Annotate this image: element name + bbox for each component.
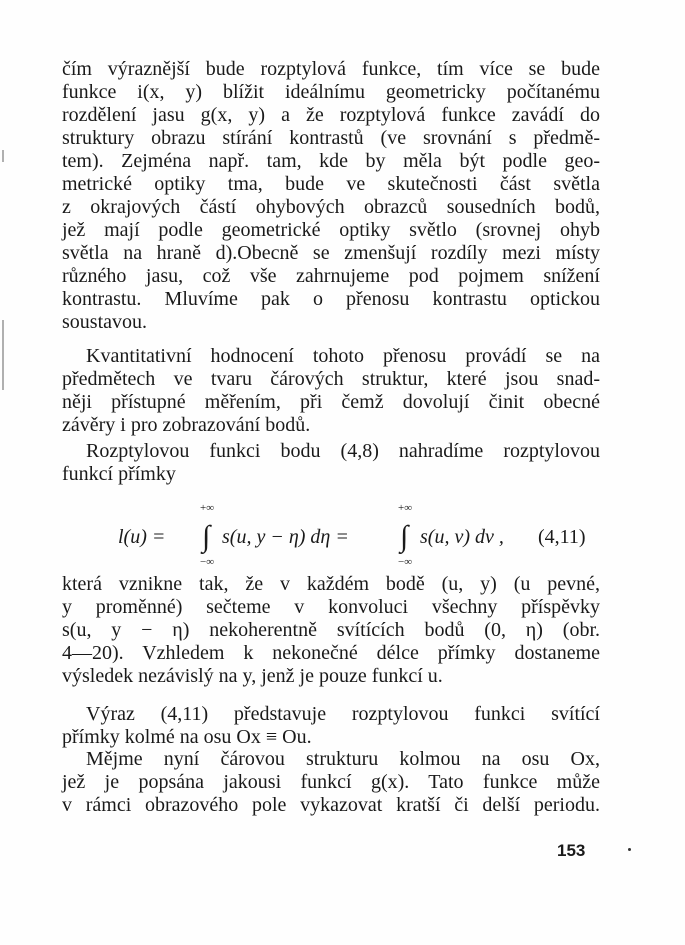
paragraph-6 — [62, 748, 600, 817]
integral-sign: ∫ — [400, 520, 409, 553]
integral-sign: ∫ — [202, 520, 211, 553]
text-line: výsledek nezávislý na y, jenž je pouze funkcí u. — [62, 665, 443, 687]
text-line: metrické optiky tma, bude ve skutečnosti část světla — [62, 173, 600, 195]
paragraph-2 — [62, 345, 600, 437]
text-line: předmětech ve tvaru čárových struktur, které jsou snad- — [62, 368, 600, 390]
scan-edge-mark-left-lower — [2, 320, 4, 390]
text-line: v rámci obrazového pole vykazovat kratší či delší periodu. — [62, 794, 600, 816]
scan-edge-mark-left — [2, 150, 4, 162]
paragraph-1 — [62, 58, 600, 334]
text-line: jež mají podle geometrické optiky světlo (srovnej ohyb — [62, 219, 600, 241]
text-line: Mějme nyní čárovou strukturu kolmou na osu Ox, — [86, 748, 600, 770]
integral-lower-limit: −∞ — [200, 556, 215, 568]
text-line: světla na hraně d).Obecně se zmenšují rozdíly mezi místy — [62, 242, 600, 264]
equation-integrand-2: s(u, v) dv , — [420, 526, 504, 548]
text-line: soustavou. — [62, 311, 147, 333]
text-line: z okrajových částí ohybových obrazců sousedních bodů, — [62, 196, 600, 218]
text-line: přímky kolmé na osu Ox ≡ Ou. — [62, 726, 312, 748]
integral-lower-limit: −∞ — [398, 556, 413, 568]
text-line: funkce i(x, y) blížit ideálnímu geometricky počítanému — [62, 81, 600, 103]
paragraph-3 — [62, 440, 600, 486]
text-line: něji přístupné měřením, při čemž dovolují činit obecné — [62, 391, 600, 413]
equation-4-11 — [62, 500, 600, 570]
scan-dot-mark — [628, 848, 631, 851]
text-line: s(u, y − η) nekoherentně svítících bodů (0, η) (obr. — [62, 619, 600, 641]
text-line: Kvantitativní hodnocení tohoto přenosu provádí se na — [86, 345, 600, 367]
integral-upper-limit: +∞ — [398, 502, 413, 514]
equation-number: (4,11) — [538, 526, 586, 548]
text-line: různého jasu, což vše zahrnujeme pod pojmem snížení — [62, 265, 600, 287]
text-line: funkcí přímky — [62, 463, 176, 485]
text-line: kontrastu. Mluvíme pak o přenosu kontrastu optickou — [62, 288, 600, 310]
text-line: y proměnné) sečteme v konvoluci všechny příspěvky — [62, 596, 600, 618]
text-line: čím výraznější bude rozptylová funkce, tím více se bude — [62, 58, 600, 80]
text-line: Výraz (4,11) představuje rozptylovou funkci svítící — [86, 703, 600, 725]
text-line: závěry i pro zobrazování bodů. — [62, 414, 311, 436]
text-line: Rozptylovou funkci bodu (4,8) nahradíme rozptylovou — [86, 440, 600, 462]
paragraph-5 — [62, 703, 600, 749]
text-line: tem). Zejména např. tam, kde by měla být podle geo- — [62, 150, 600, 172]
paragraph-4 — [62, 573, 600, 688]
page-number: 153 — [557, 841, 586, 860]
text-line: která vznikne tak, že v každém bodě (u, y) (u pevné, — [62, 573, 600, 595]
text-line: rozdělení jasu g(x, y) a že rozptylová funkce zavádí do — [62, 104, 600, 126]
equation-lhs: l(u) = — [118, 526, 166, 548]
text-line: 4—20). Vzhledem k nekonečné délce přímky dostaneme — [62, 642, 600, 664]
equation-integrand-1: s(u, y − η) dη = — [222, 526, 349, 548]
integral-upper-limit: +∞ — [200, 502, 215, 514]
text-line: jež je popsána jakousi funkcí g(x). Tato funkce může — [62, 771, 600, 793]
text-line: struktury obrazu stírání kontrastů (ve srovnání s předmě- — [62, 127, 600, 149]
